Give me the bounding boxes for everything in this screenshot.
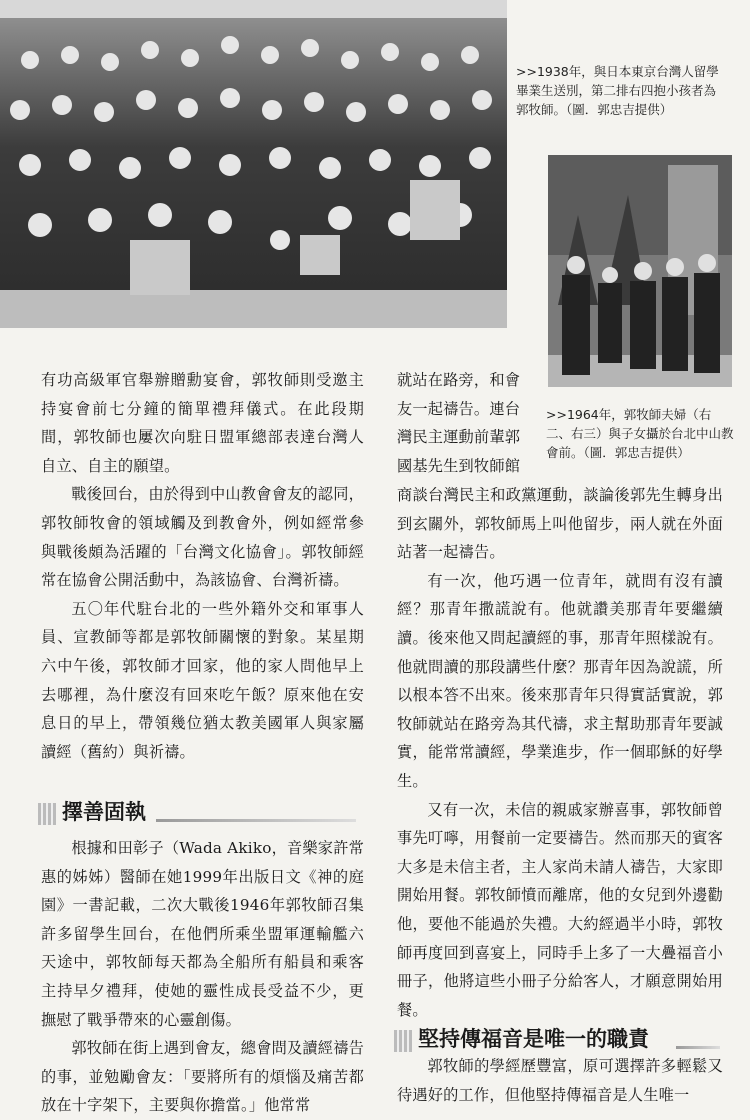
right-paragraph-4: 郭牧師的學經歷豐富，原可選擇許多輕鬆又待遇好的工作，但他堅持傳福音是人生唯一 (397, 1057, 723, 1104)
right-narrow-line-2: 友一起禱告。連台 (397, 399, 521, 418)
right-paragraph-2: 有一次，他巧遇一位青年，就問有沒有讀經？那青年撒謊說有。他就讚美那青年要繼續讀。後來他又問起讀經的事，那青年照樣說有。他就問讀的那段講些什麼？那青年因為說謊，所以根本答不出來。後來那青年只得實話實說，郭牧師就站在路旁為其代禱，求主幫助那青年要誠實，能常常讀經，學業進步，作一個耶穌的好學生。 (397, 571, 723, 790)
right-narrow-line-1: 就站在路旁，和會 (397, 371, 521, 389)
right-column-narrow (397, 366, 547, 480)
left-paragraph-4: 根據和田彰子（Wada Akiko，音樂家許常惠的姊姊）醫師在她1999年出版日文《神的庭園》一書記載，二次大戰後1946年郭牧師召集許多留學生回台，在他們所乘坐盟軍運輸艦六天途中，郭牧師每天都為全船所有船員和乘客主持早夕禮拜，使她的靈性成長受益不少，更撫慰了戰爭帶來的心靈創傷。 (41, 839, 364, 1029)
right-narrow-line-3: 灣民主運動前輩郭 (397, 428, 521, 447)
group-photo-1938 (0, 0, 507, 328)
family-photo-image (548, 155, 732, 387)
right-column (397, 481, 723, 1024)
left-column-lower (41, 834, 364, 1120)
left-paragraph-1: 有功高級軍官舉辦贈勳宴會，郭牧師則受邀主持宴會前七分鐘的簡單禮拜儀式。在此段期間，郭牧師也屢次向駐日盟軍總部表達台灣人自立、自主的願望。 (41, 371, 364, 475)
right-paragraph-1-rest: 商談台灣民主和政黨運動，談論後郭先生轉身出到玄關外，郭牧師馬上叫他留步，兩人就在外面站著一起禱告。 (397, 486, 723, 562)
right-paragraph-3: 又有一次，未信的親戚家辦喜事，郭牧師曾事先叮嚀，用餐前一定要禱告。然而那天的賓客大多是未信主者，主人家尚未請人禱告，大家即開始用餐。郭牧師憤而離席，他的女兒到外邊勸他，要他不能過於失禮。大約經過半小時，郭牧師再度回到喜宴上，同時手上多了一大疊福音小冊子，他將這些小冊子分給客人，才願意開始用餐。 (397, 800, 723, 1019)
right-column-lower (397, 1052, 723, 1109)
heading-rule-2 (676, 1046, 720, 1049)
left-paragraph-3: 五〇年代駐台北的一些外籍外交和軍事人員、宣教師等都是郭牧師關懷的對象。某星期六中午後，郭牧師才回家，他的家人問他早上去哪裡，為什麼沒有回來吃午飯？原來他在安息日的早上，帶領幾位猶太教美國軍人與家屬讀經（舊約）與祈禱。 (41, 599, 364, 761)
family-photo-1964 (548, 155, 732, 387)
left-paragraph-2: 戰後回台，由於得到中山教會會友的認同，郭牧師牧會的領域觸及到教會外，例如經常參與戰後頗為活躍的「台灣文化協會」。郭牧師經常在協會公開活動中，為該協會、台灣祈禱。 (41, 485, 364, 590)
section-heading-ze-shan (38, 795, 364, 829)
section-heading-label: 擇善固執 (62, 800, 146, 824)
left-paragraph-5: 郭牧師在街上遇到會友，總會問及讀經禱告的事，並勉勵會友：「要將所有的煩惱及痛苦都放在十字架下，主要與你擔當。」他常常 (41, 1039, 364, 1115)
right-narrow-line-4: 國基先生到牧師館 (397, 456, 521, 475)
left-column (41, 366, 364, 766)
section-heading-gospel (394, 1022, 724, 1056)
heading-bar-icon-2 (394, 1030, 412, 1052)
heading-bar-icon (38, 803, 56, 825)
heading-rule (156, 819, 356, 822)
group-photo-image (0, 0, 507, 328)
family-photo-caption: >>1964年，郭牧師夫婦（右二、右三）與子女攝於台北中山教會前。（圖．郭忠吉提供） (546, 407, 734, 460)
group-photo-caption: >>1938年，與日本東京台灣人留學畢業生送別，第二排右四抱小孩者為郭牧師。（圖．郭忠吉提供） (516, 64, 719, 117)
section-heading-label-2: 堅持傳福音是唯一的職責 (418, 1027, 649, 1051)
